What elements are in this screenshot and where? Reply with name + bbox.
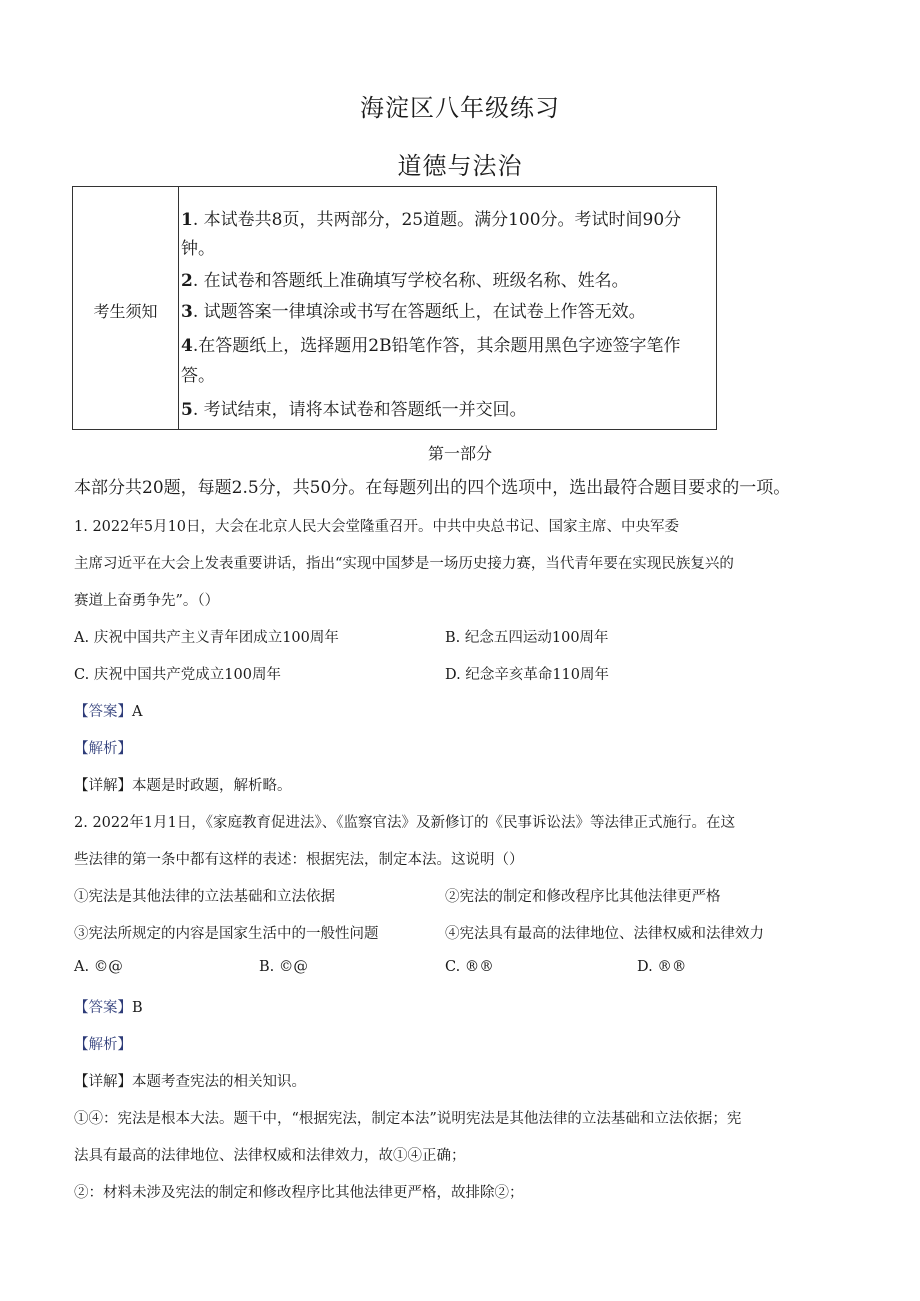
section-intro: 本部分共20题，每题2.5分，共50分。在每题列出的四个选项中，选出最符合题目要求的一项。 [74, 478, 791, 498]
q2-detail: 【详解】本题考查宪法的相关知识。 [74, 1074, 306, 1090]
notice-item-2: 2. 在试卷和答题纸上准确填写学校名称、班级名称、姓名。 [181, 271, 629, 291]
notice-item-3: 3. 试题答案一律填涂或书写在答题纸上，在试卷上作答无效。 [181, 302, 646, 322]
notice-item-1: 1. 本试卷共8页，共两部分，25道题。满分100分。考试时间90分 [181, 210, 682, 230]
q1-analysis-tag: 【解析】 [74, 741, 132, 757]
q1-option-a: A. 庆祝中国共产主义青年团成立100周年 [74, 630, 339, 646]
notice-item-4: 4.在答题纸上，选择题用2B铅笔作答，其余题用黑色字迹签字笔作 [181, 336, 681, 356]
q1-option-d: D. 纪念辛亥革命110周年 [445, 667, 610, 683]
q1-stem-line-3: 赛道上奋勇争先”。（） [74, 593, 220, 609]
q1-answer: 【答案】A [74, 704, 143, 720]
q2-stem-line-2: 些法律的第一条中都有这样的表述：根据宪法，制定本法。这说明（） [74, 852, 524, 868]
q2-option-d: D. ®® [637, 959, 687, 975]
notice-item-4-cont: 答。 [181, 366, 215, 386]
q2-option-a: A. ©@ [74, 959, 123, 975]
q2-statement-3: ③宪法所规定的内容是国家生活中的一般性问题 [74, 926, 379, 942]
q2-statement-1: ①宪法是其他法律的立法基础和立法依据 [74, 889, 335, 905]
q1-option-c: C. 庆祝中国共产党成立100周年 [74, 667, 281, 683]
q1-detail: 【详解】本题是时政题，解析略。 [74, 778, 292, 794]
table-divider [178, 187, 179, 429]
q2-option-c: C. ®® [445, 959, 494, 975]
q2-stem-line-1: 2. 2022年1月1日，《家庭教育促进法》、《监察官法》及新修订的《民事诉讼法》等法律正式施行。在这 [74, 815, 736, 831]
notice-item-5: 5. 考试结束，请将本试卷和答题纸一并交回。 [181, 400, 527, 420]
q2-explanation-line-3: ②：材料未涉及宪法的制定和修改程序比其他法律更严格，故排除②； [74, 1185, 524, 1201]
page-title: 海淀区八年级练习 [360, 94, 560, 122]
q2-explanation-line-1: ①④：宪法是根本大法。题干中，“根据宪法，制定本法”说明宪法是其他法律的立法基础和立法依据；宪 [74, 1111, 742, 1127]
q2-option-b: B. ©@ [259, 959, 308, 975]
q1-stem-line-2: 主席习近平在大会上发表重要讲话，指出“实现中国梦是一场历史接力赛，当代青年要在实现民族复兴的 [74, 556, 734, 572]
notice-label: 考生须知 [93, 302, 158, 321]
q1-option-b: B. 纪念五四运动100周年 [445, 630, 609, 646]
q2-explanation-line-2: 法具有最高的法律地位、法律权威和法律效力，故①④正确； [74, 1148, 466, 1164]
q2-statement-2: ②宪法的制定和修改程序比其他法律更严格 [445, 889, 721, 905]
q2-statement-4: ④宪法具有最高的法律地位、法律权威和法律效力 [445, 926, 764, 942]
subject-title: 道德与法治 [397, 152, 523, 180]
q2-answer: 【答案】B [74, 1000, 143, 1016]
section-title: 第一部分 [427, 444, 492, 463]
q1-stem-line-1: 1. 2022年5月10日，大会在北京人民大会堂隆重召开。中共中央总书记、国家主席、中央军委 [74, 519, 680, 535]
notice-item-1-cont: 钟。 [181, 239, 215, 259]
q2-analysis-tag: 【解析】 [74, 1037, 132, 1053]
exam-notice-table [72, 186, 717, 430]
